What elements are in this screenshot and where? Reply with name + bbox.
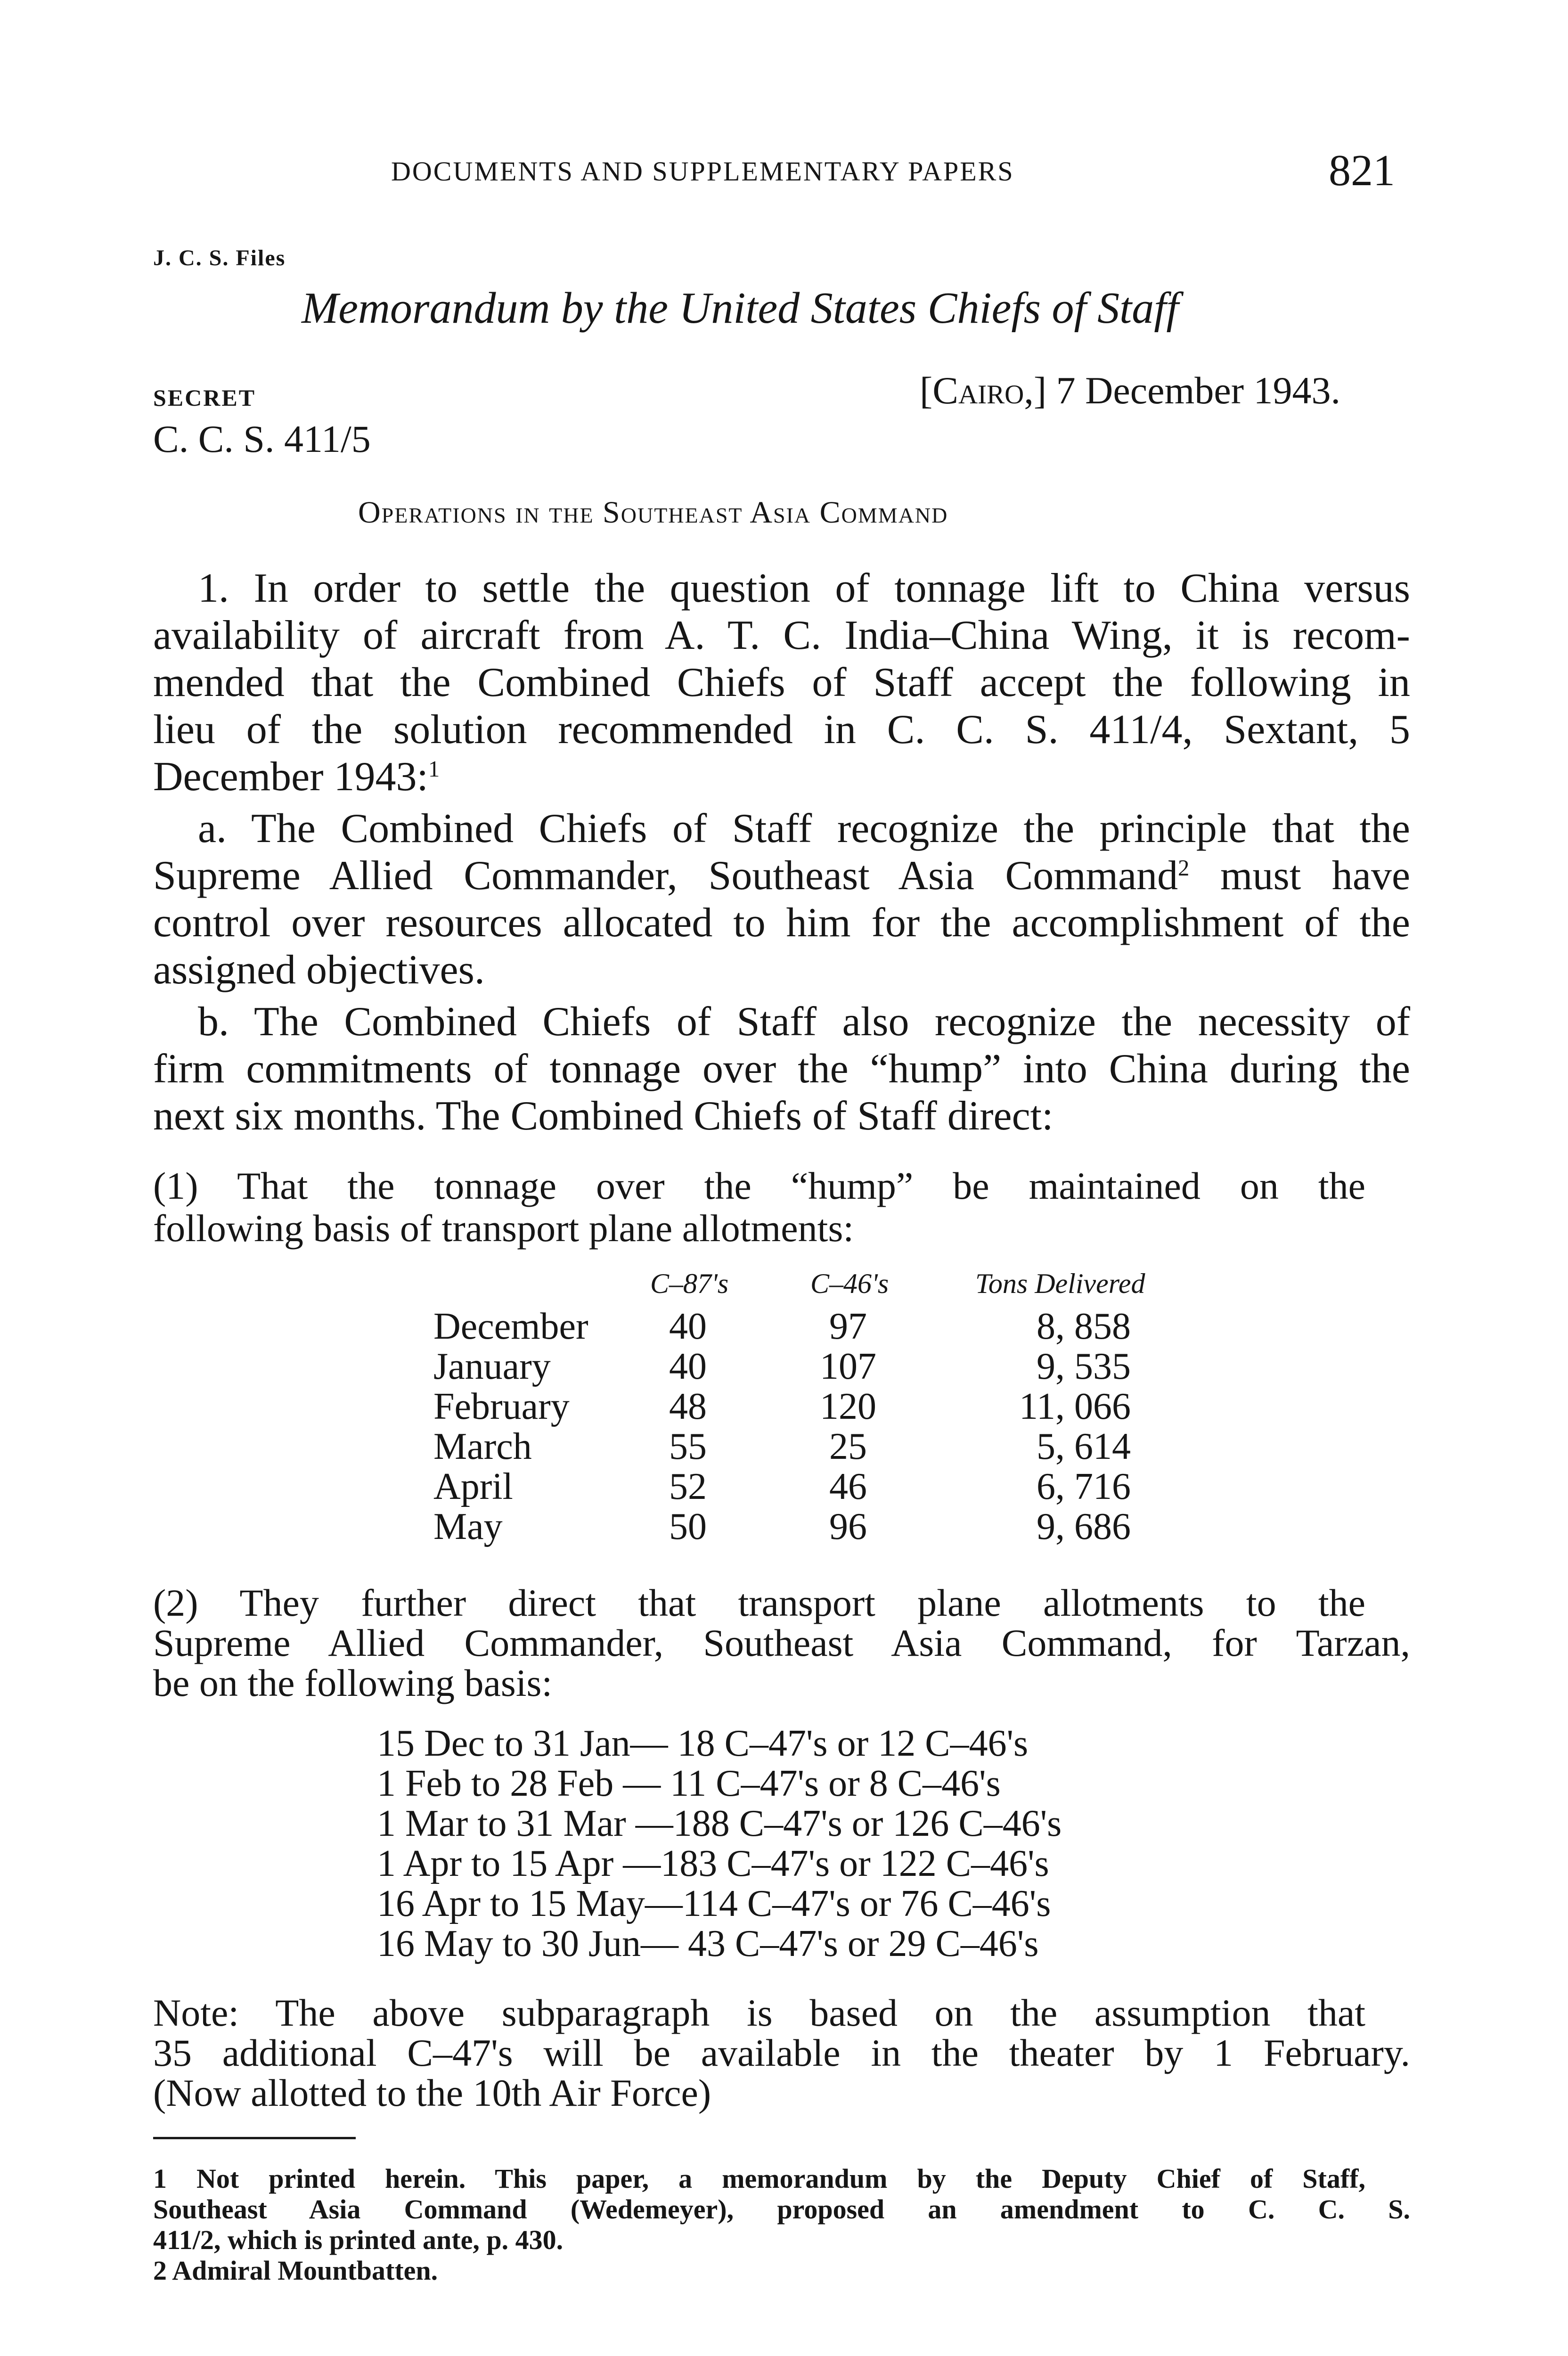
table-cell-month: February [433,1386,570,1427]
sub2-line-2: Supreme Allied Commander, Southeast Asia Command, for Tarzan, [153,1621,1410,1664]
para-a-line-2-text: Supreme Allied Commander, Southeast Asia Command [153,853,1178,899]
table-cell-tons: 8, 858 [1037,1306,1131,1347]
para-b-line-2: firm commitments of tonnage over the “hump” into China during the [153,1046,1410,1092]
table-header-c87: C–87's [650,1268,729,1299]
table-cell-month: January [433,1346,551,1387]
table-cell-tons: 6, 716 [1037,1466,1131,1507]
section-heading: Operations in the Southeast Asia Command [358,495,948,530]
footnote-ref-2: 2 [1178,855,1190,881]
para1-line-1: 1. In order to settle the question of tonnage lift to China versus [198,565,1410,611]
para-a-line-2-tail: must have [1189,853,1410,899]
sub2-line-3: be on the following basis: [153,1661,553,1704]
list-item: 15 Dec to 31 Jan— 18 C–47's or 12 C–46's [377,1723,1029,1764]
footnote-1-line-2: Southeast Asia Command (Wedemeyer), proposed an amendment to C. C. S. [153,2194,1410,2225]
table-cell-c87: 50 [669,1506,707,1547]
table-header-c46: C–46's [810,1268,889,1299]
para-a-line-4: assigned objectives. [153,947,485,993]
para1-line-5 [153,756,440,798]
para1-line-5-text: December 1943: [153,754,428,800]
para-b-line-3: next six months. The Combined Chiefs of Staff direct: [153,1093,1054,1139]
running-head: DOCUMENTS AND SUPPLEMENTARY PAPERS [391,156,1014,187]
table-cell-month: March [433,1426,532,1467]
sub2-line-1: (2) They further direct that transport plane allotments to the [153,1581,1365,1624]
document-title: Memorandum by the United States Chiefs of Staff [302,284,1179,333]
para-a-line-2 [153,855,1410,897]
footnote-1-line-1: 1 Not printed herein. This paper, a memorandum by the Deputy Chief of Staff, [153,2163,1365,2194]
dateline-date: 7 December 1943. [1056,369,1341,412]
table-cell-c87: 52 [669,1466,707,1507]
table-cell-tons: 5, 614 [1037,1426,1131,1467]
table-cell-month: April [433,1466,513,1507]
sub1-line-1: (1) That the tonnage over the “hump” be maintained on the [153,1164,1365,1207]
note-line-2: 35 additional C–47's will be available in the theater by 1 February. [153,2031,1410,2074]
dateline [920,368,1340,413]
table-cell-c46: 46 [829,1466,867,1507]
dateline-place: [Cairo,] [920,369,1047,412]
table-cell-c87: 55 [669,1426,707,1467]
note-line-1: Note: The above subparagraph is based on the assumption that [153,1991,1365,2034]
table-cell-c46: 96 [829,1506,867,1547]
list-item: 1 Feb to 28 Feb — 11 C–47's or 8 C–46's [377,1763,1001,1804]
table-cell-c87: 40 [669,1306,707,1347]
table-cell-c87: 40 [669,1346,707,1387]
para1-line-2: availability of aircraft from A. T. C. India–China Wing, it is recom- [153,613,1410,658]
document-number: C. C. S. 411/5 [153,417,371,460]
table-cell-c46: 120 [820,1386,876,1427]
para1-line-4: lieu of the solution recommended in C. C. S. 411/4, Sextant, 5 [153,707,1410,753]
table-cell-month: December [433,1306,588,1347]
list-item: 16 May to 30 Jun— 43 C–47's or 29 C–46's [377,1923,1039,1964]
table-cell-tons: 11, 066 [1019,1386,1131,1427]
table-cell-month: May [433,1506,503,1547]
para1-line-3: mended that the Combined Chiefs of Staff accept the following in [153,660,1410,705]
note-line-3: (Now allotted to the 10th Air Force) [153,2071,711,2114]
footnote-divider [153,2137,356,2139]
table-cell-c46: 107 [820,1346,876,1387]
footnote-ref-1: 1 [428,756,440,782]
footnote-1-line-3: 411/2, which is printed ante, p. 430. [153,2225,564,2255]
page-number: 821 [1329,146,1395,195]
table-cell-tons: 9, 535 [1037,1346,1131,1387]
table-cell-c46: 97 [829,1306,867,1347]
para-a-line-3: control over resources allocated to him for the accomplishment of the [153,900,1410,946]
footnote-2: 2 Admiral Mountbatten. [153,2255,438,2286]
list-item: 16 Apr to 15 May—114 C–47's or 76 C–46's [377,1883,1051,1924]
list-item: 1 Apr to 15 Apr —183 C–47's or 122 C–46's [377,1843,1049,1884]
sub1-line-2: following basis of transport plane allotments: [153,1207,854,1250]
source-label: J. C. S. Files [153,245,286,270]
table-cell-c46: 25 [829,1426,867,1467]
list-item: 1 Mar to 31 Mar —188 C–47's or 126 C–46's [377,1803,1062,1844]
table-cell-c87: 48 [669,1386,707,1427]
classification-label: SECRET [153,384,256,411]
para-a-line-1: a. The Combined Chiefs of Staff recognize the principle that the [198,806,1410,851]
table-header-tons: Tons Delivered [975,1268,1145,1299]
table-cell-tons: 9, 686 [1037,1506,1131,1547]
para-b-line-1: b. The Combined Chiefs of Staff also recognize the necessity of [198,999,1410,1045]
